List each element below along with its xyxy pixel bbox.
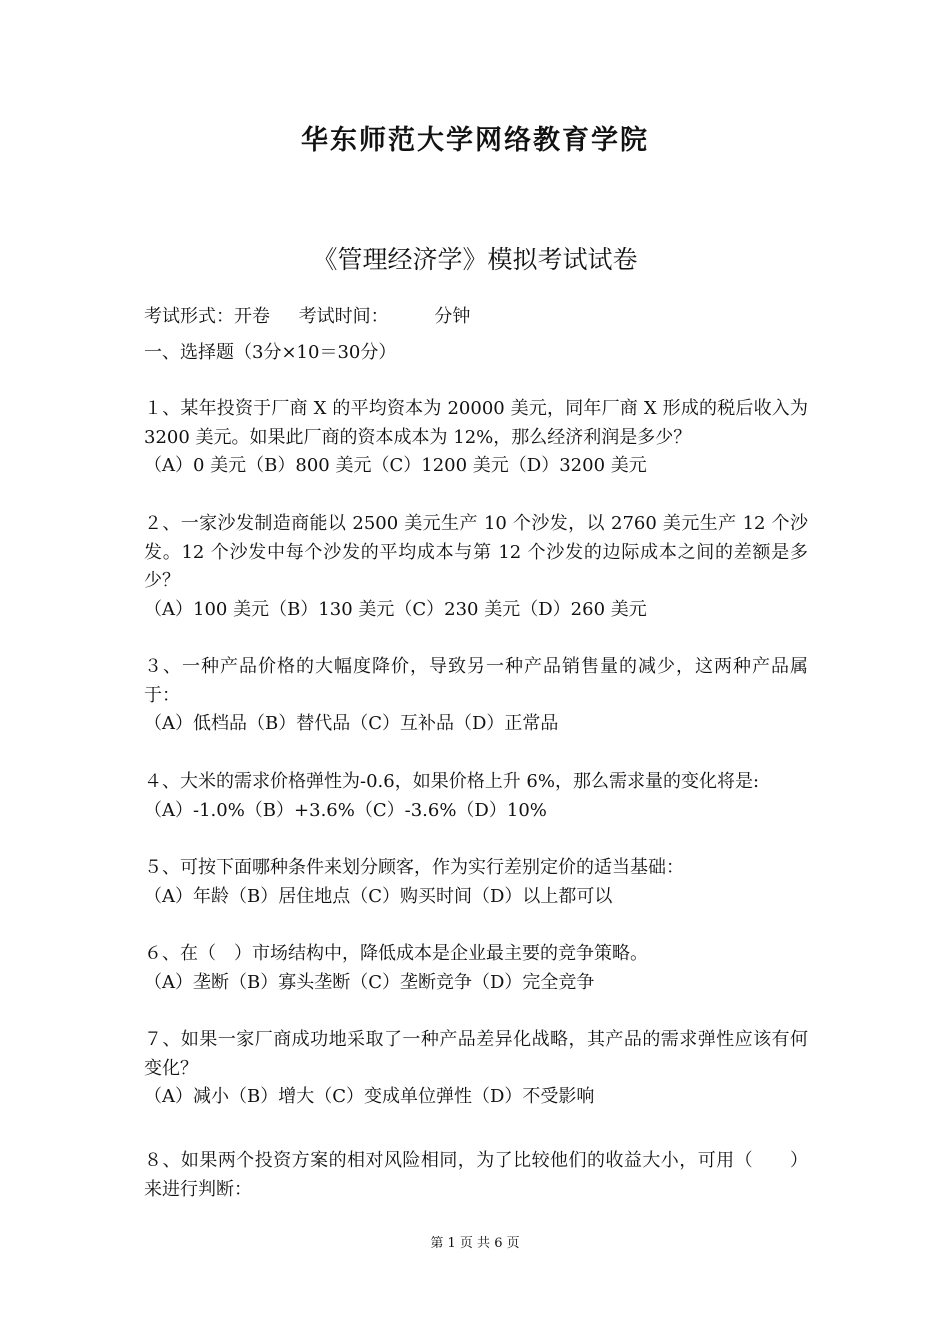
question-options: （A）-1.0%（B）+3.6%（C）-3.6%（D）10% <box>144 799 547 821</box>
question-text: ５、可按下面哪种条件来划分顾客，作为实行差别定价的适当基础： <box>144 857 684 878</box>
question-3 <box>144 653 808 739</box>
question-options: （A）年龄（B）居住地点（C）购买时间（D）以上都可以 <box>144 885 613 907</box>
question-2 <box>144 510 808 624</box>
question-options: （A）0 美元（B）800 美元（C）1200 美元（D）3200 美元 <box>144 455 647 476</box>
question-text: ３、一种产品价格的大幅度降价，导致另一种产品销售量的减少，这两种产品属于： <box>144 656 808 706</box>
question-text: ２、一家沙发制造商能以 2500 美元生产 10 个沙发，以 2760 美元生产 12 个沙发。12 个沙发中每个沙发的平均成本与第 12 个沙发的边际成本之间的差额是多少？ <box>144 513 808 591</box>
question-text: ６、在（ ）市场结构中，降低成本是企业最主要的竞争策略。 <box>144 943 648 964</box>
section-title: 一、选择题（3分×10＝30分） <box>144 342 397 363</box>
question-5 <box>144 854 808 911</box>
exam-meta <box>144 302 470 328</box>
question-7 <box>144 1026 808 1112</box>
question-text: ７、如果一家厂商成功地采取了一种产品差异化战略，其产品的需求弹性应该有何变化？ <box>144 1029 808 1079</box>
question-options: （A）100 美元（B）130 美元（C）230 美元（D）260 美元 <box>144 598 647 620</box>
question-1 <box>144 395 808 481</box>
question-options: （A）减小（B）增大（C）变成单位弹性（D）不受影响 <box>144 1086 595 1107</box>
question-options: （A）低档品（B）替代品（C）互补品（D）正常品 <box>144 713 559 734</box>
question-8 <box>144 1147 808 1204</box>
exam-time-unit: 分钟 <box>434 306 471 327</box>
exam-title: 《管理经济学》模拟考试试卷 <box>312 245 638 274</box>
exam-form: 考试形式：开卷 <box>144 306 270 327</box>
question-6 <box>144 940 808 997</box>
question-text: １、某年投资于厂商 X 的平均资本为 20000 美元，同年厂商 X 形成的税后收入为 3200 美元。如果此厂商的资本成本为 12%，那么经济利润是多少？ <box>144 398 808 448</box>
exam-time-label: 考试时间： <box>298 306 389 327</box>
school-name: 华东师范大学网络教育学院 <box>301 125 649 156</box>
question-text: ４、大米的需求价格弹性为-0.6，如果价格上升 6%，那么需求量的变化将是: <box>144 771 760 792</box>
question-options: （A）垄断（B）寡头垄断（C）垄断竞争（D）完全竞争 <box>144 971 595 993</box>
question-text: ８、如果两个投资方案的相对风险相同，为了比较他们的收益大小，可用（ ）来进行判断： <box>144 1150 808 1200</box>
page-footer: 第 1 页 共 6 页 <box>430 1236 520 1251</box>
question-4 <box>144 768 808 825</box>
